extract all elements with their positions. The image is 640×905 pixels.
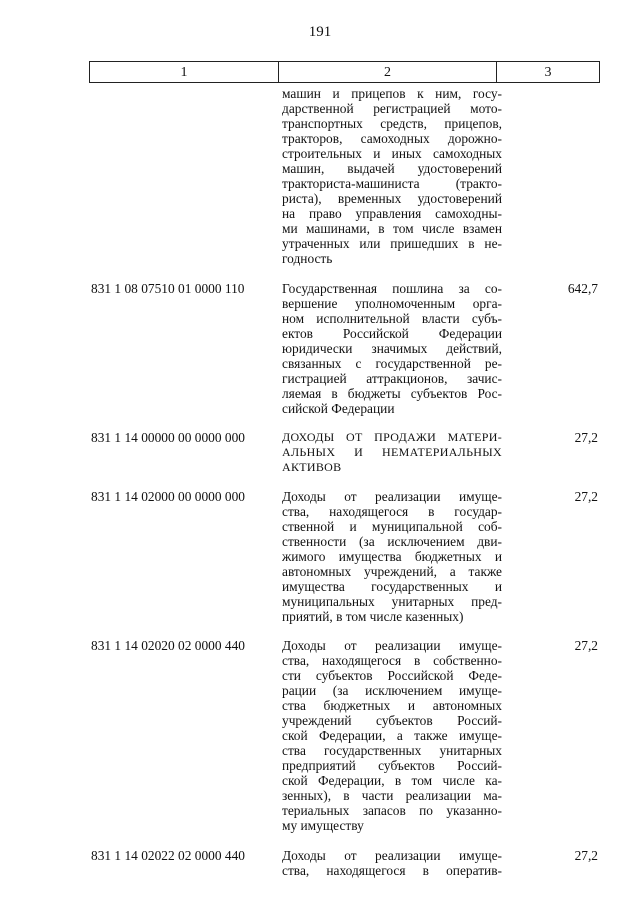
budget-table [89,61,600,878]
description-line: юридически значимых действий, [282,341,502,356]
table-header [89,61,600,83]
description-line: вершение уполномоченным орга- [282,296,502,311]
header-col-3: 3 [544,65,552,80]
description-line: ской Федерации, а также имуще- [282,728,502,743]
description-line: ственной и муниципальной соб- [282,519,502,534]
row-amount [502,86,600,266]
row-description [278,848,502,878]
description-line: гистрацией аттракционов, зачис- [282,371,502,386]
table-row [89,430,600,475]
description-line: связанных с государственной ре- [282,356,502,371]
table-row [89,281,600,416]
row-amount: 27,2 [574,848,598,863]
row-description [278,489,502,624]
description-line: АЛЬНЫХ И НЕМАТЕРИАЛЬНЫХ [282,445,502,459]
header-col-1: 1 [90,62,279,82]
description-line: машин и прицепов к ним, госу- [282,86,502,101]
table-row [89,848,600,878]
row-code [89,86,278,266]
description-line: ства, находящегося в государ- [282,504,502,519]
row-code: 831 1 14 00000 00 0000 000 [91,430,245,445]
description-line: сийской Федерации [282,401,395,416]
description-line: сти субъектов Российской Феде- [282,668,502,683]
table-row [89,86,600,266]
description-line: жимого имущества бюджетных и [282,549,502,564]
description-line: Государственная пошлина за со- [282,281,502,296]
description-line: ственности (за исключением дви- [282,534,502,549]
description-line: ектов Российской Федерации [282,326,502,341]
header-col-2: 2 [279,62,497,82]
row-description [278,638,502,833]
description-line: на право управления самоходны- [282,206,502,221]
description-line: Доходы от реализации имуще- [282,489,502,504]
description-line: му имуществу [282,818,364,833]
description-line: ми машинами, в том числе взамен [282,221,502,236]
table-body [89,86,600,878]
table-row [89,489,600,624]
row-code: 831 1 08 07510 01 0000 110 [91,281,245,296]
description-line: дарственной регистрацией мото- [282,101,502,116]
description-line: тракториста-машиниста (тракто- [282,176,502,191]
description-line: машин, выдачей удостоверений [282,161,502,176]
description-line: ства государственных унитарных [282,743,502,758]
row-code: 831 1 14 02022 02 0000 440 [91,848,245,863]
row-amount: 27,2 [574,430,598,445]
row-amount: 642,7 [567,281,598,296]
description-line: риста), временных удостоверений [282,191,502,206]
description-line: автономных учреждений, а также [282,564,502,579]
description-line: имущества государственных и [282,579,502,594]
description-line: ства бюджетных и автономных [282,698,502,713]
description-line: ства, находящегося в оператив- [282,863,502,878]
row-amount: 27,2 [574,489,598,504]
table-row [89,638,600,833]
description-line: муниципальных унитарных пред- [282,594,502,609]
row-description [278,281,502,416]
description-line: Доходы от реализации имуще- [282,638,502,653]
description-line: строительных и иных самоходных [282,146,502,161]
row-code: 831 1 14 02000 00 0000 000 [91,489,245,504]
description-line: АКТИВОВ [282,460,342,474]
row-description [278,86,502,266]
description-line: ской Федерации, в том числе ка- [282,773,502,788]
description-line: ДОХОДЫ ОТ ПРОДАЖИ МАТЕРИ- [282,430,502,444]
description-line: учреждений субъектов Россий- [282,713,502,728]
description-line: предприятий субъектов Россий- [282,758,502,773]
page-number: 191 [308,24,332,40]
description-line: Доходы от реализации имуще- [282,848,502,863]
description-line: зенных), в части реализации ма- [282,788,502,803]
row-amount: 27,2 [574,638,598,653]
row-description [278,430,502,475]
row-code: 831 1 14 02020 02 0000 440 [91,638,245,653]
description-line: ном исполнительной власти субъ- [282,311,502,326]
description-line: ляемая в бюджеты субъектов Рос- [282,386,502,401]
description-line: транспортных средств, прицепов, [282,116,502,131]
description-line: годность [282,251,333,266]
description-line: тракторов, самоходных дорожно- [282,131,502,146]
description-line: ства, находящегося в собственно- [282,653,502,668]
description-line: приятий, в том числе казенных) [282,609,464,624]
description-line: рации (за исключением имуще- [282,683,502,698]
description-line: териальных запасов по указанно- [282,803,502,818]
description-line: утраченных или пришедших в не- [282,236,502,251]
